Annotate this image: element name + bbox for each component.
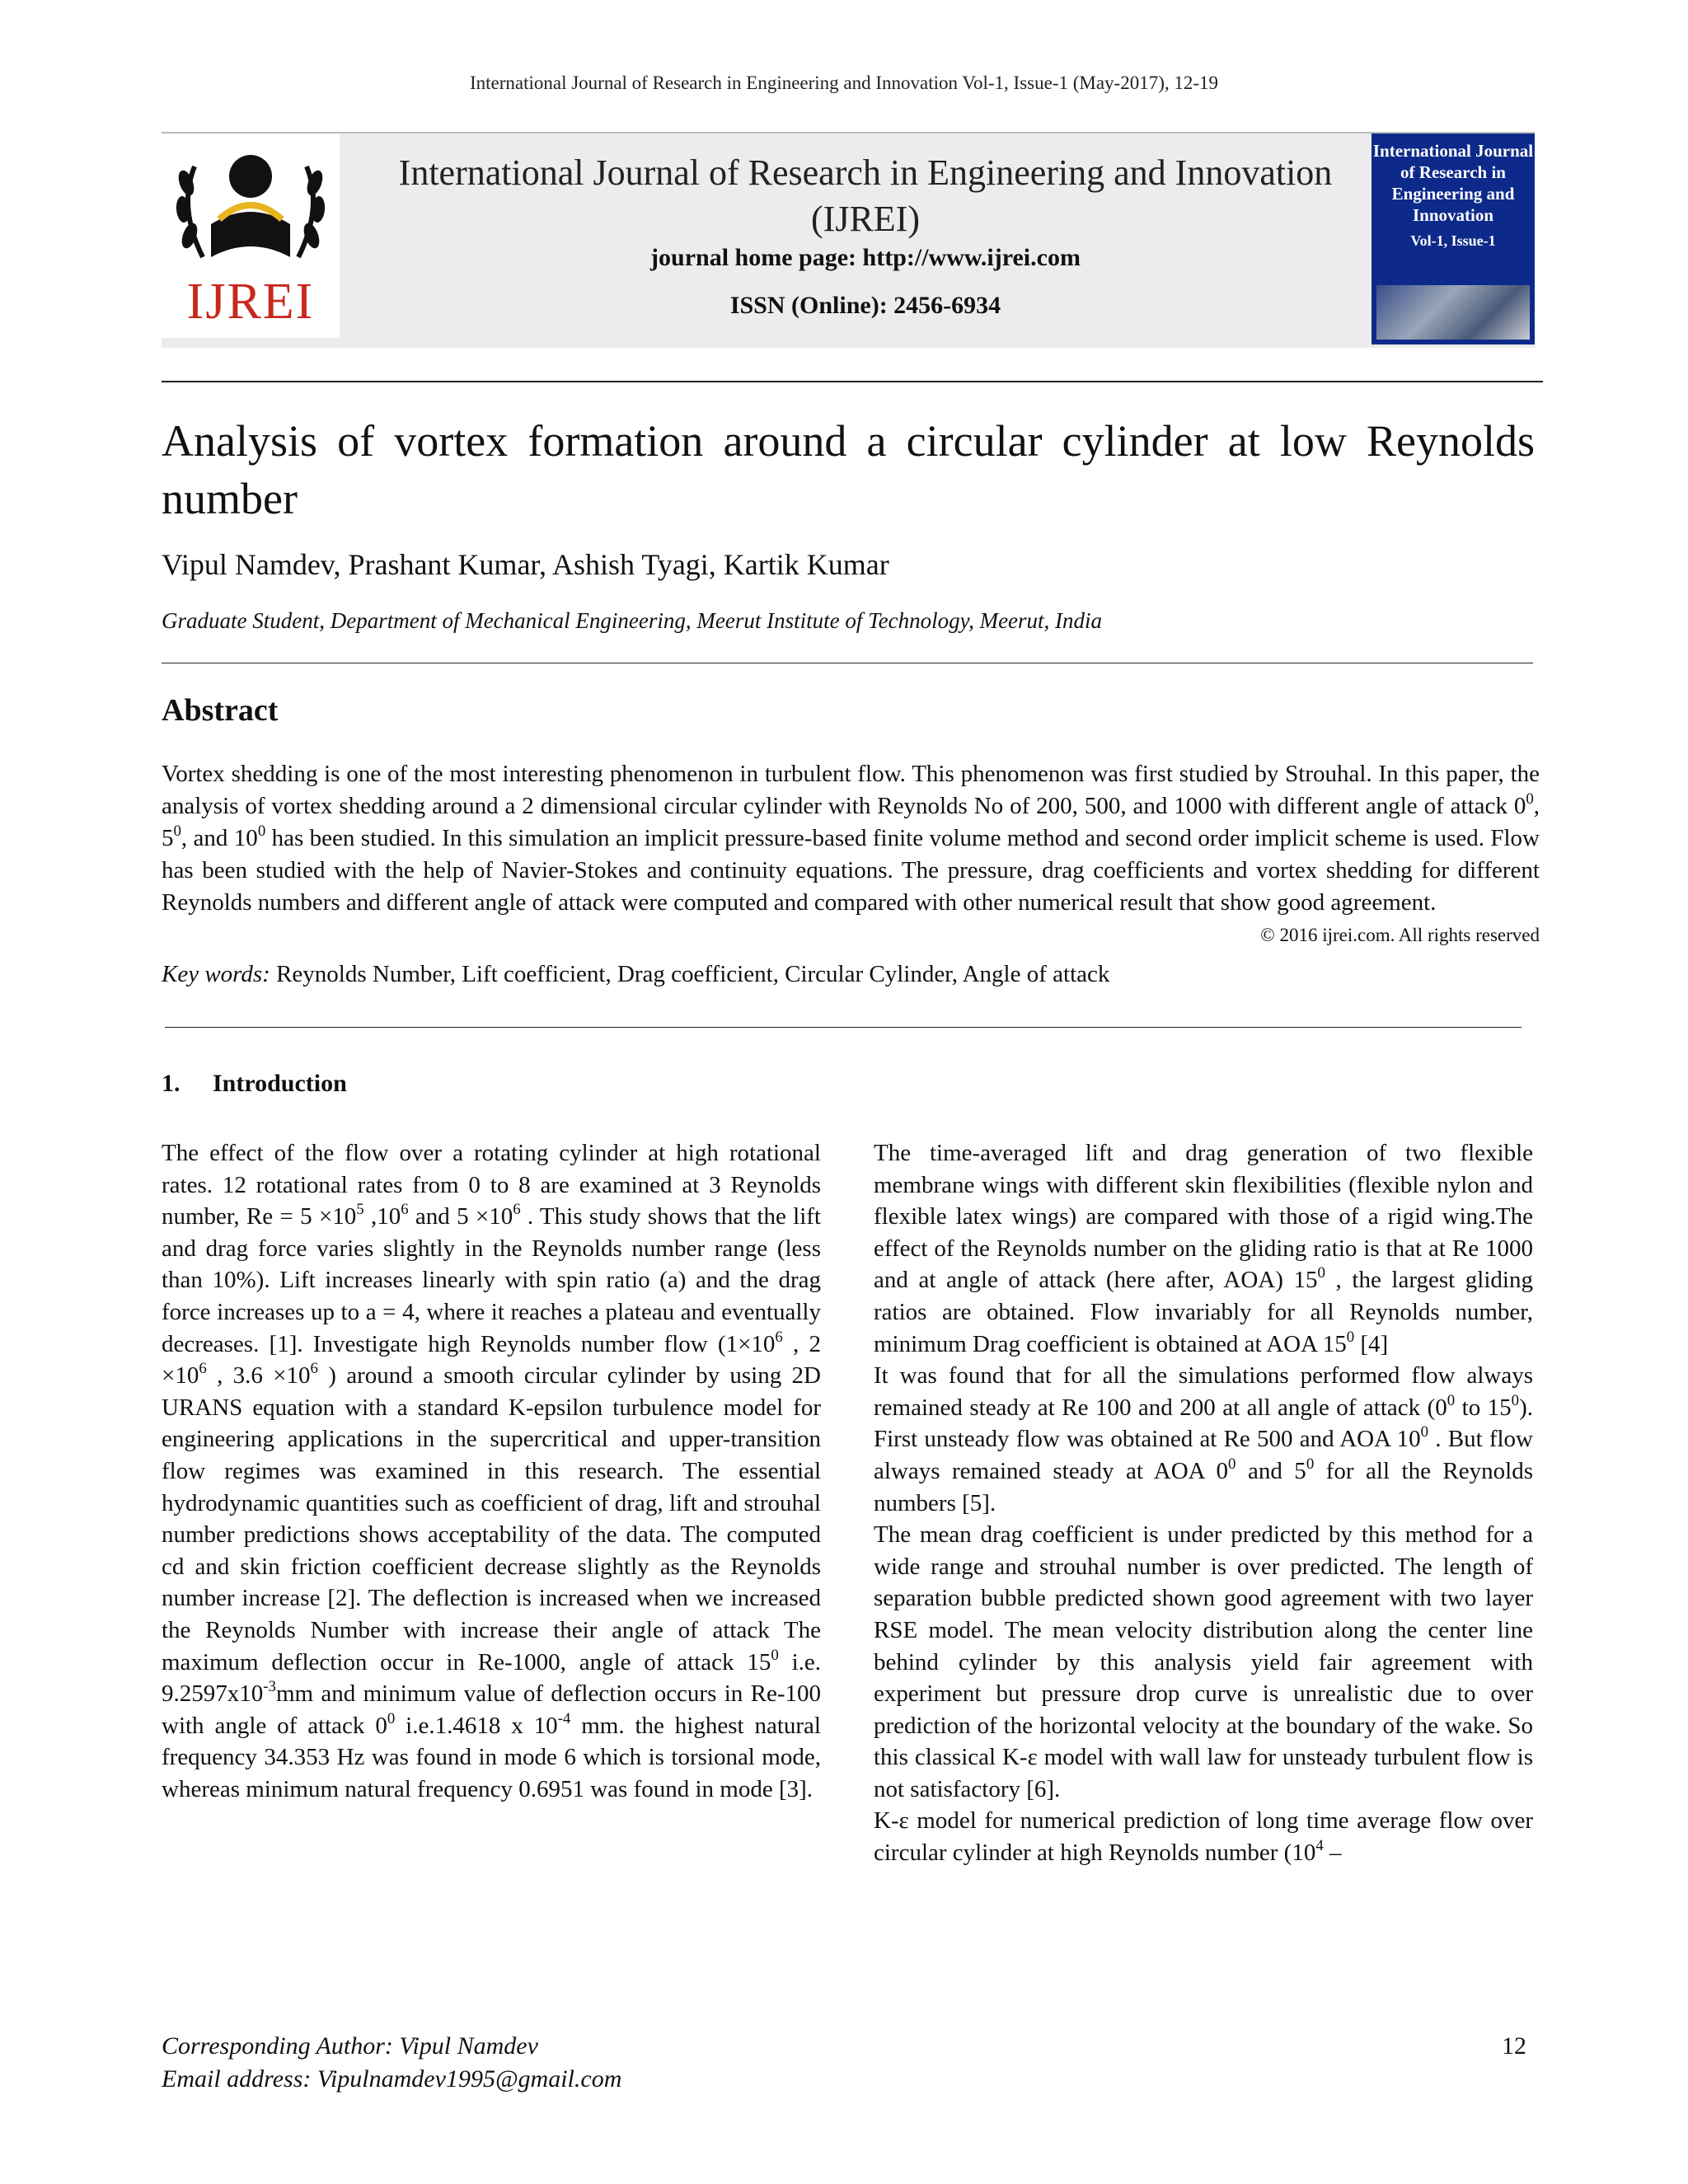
page-number: 12 <box>1502 2032 1526 2060</box>
cover-gears-image <box>1376 285 1530 340</box>
paper-title: Analysis of vortex formation around a circular cylinder at low Reynolds number <box>162 416 1535 523</box>
logo-text: IJREI <box>186 274 315 330</box>
running-header: International Journal of Research in Engineering and Innovation Vol-1, Issue-1 (May-2017), 12-19 <box>469 73 1219 93</box>
paragraph-4: K-ε model for numerical prediction of long time average flow over circular cylinder at high Reynolds number ($10^4$ – <box>874 1807 1533 1867</box>
paragraph-3: The mean drag coefficient is under predicted by this method for a wide range and strouhal number is over predicted. The length of separation bubble predicted shown good agreement with two layer RSE model. The mean velocity distribution along the center line behind cylinder by this analysis yield fair agreement with experiment but pressure drop curve is unrealistic due to over prediction of the horizontal velocity at the boundary of the wake. So this classical K-ε model with wall law for unsteady turbulent flow is not satisfactory [6]. <box>874 1521 1533 1802</box>
journal-issn: ISSN (Online): 2456-6934 <box>729 292 1001 319</box>
keywords-label: Key words: <box>162 961 270 987</box>
cover-title: International Journal of Research in Engineering and Innovation <box>1372 141 1534 225</box>
laurel-book-icon <box>162 134 340 282</box>
paragraph-1: The time-averaged lift and drag generation of two flexible membrane wings with different skin flexibilities (flexible nylon and flexible latex wings) are compared with those of a rigid wing.The effect of the Reynolds number on the gliding ratio is that at Re 1000 and at angle of attack (here after, AOA) $15^0$ , the largest gliding ratios are obtained. Flow invariably for all Reynolds number, minimum Drag coefficient is obtained at AOA $15^0$ [4] <box>874 1140 1533 1357</box>
abstract-text: Vortex shedding is one of the most interesting phenomenon in turbulent flow. This phenomenon was first studied by Strouhal. In this paper, the analysis of vortex shedding around a 2 dimensional circular cylinder with Reynolds No of 200, 500, and 1000 with different angle of attack $0^0$, $5^0$, and $10^0$ has been studied. In this simulation an implicit pressure-based finite volume method and second order implicit scheme is used. Flow has been studied with the help of Navier-Stokes and continuity equations. The pressure, drag coefficients and vortex shedding for different Reynolds numbers and different angle of attack were computed and compared with other numerical result that show good agreement. © 2016 ijrei.com. All rights reserved <box>162 758 1540 951</box>
journal-title: International Journal of Research in Engineering and Innovation (IJREI) <box>398 152 1333 239</box>
abstract-heading: Abstract <box>162 693 279 728</box>
cover-volume: Vol-1, Issue-1 <box>1410 232 1496 249</box>
corresponding-author: Corresponding Author: Vipul Namdev <box>162 2032 538 2060</box>
paper-authors: Vipul Namdev, Prashant Kumar, Ashish Tyagi, Kartik Kumar <box>162 548 889 581</box>
copyright-notice: © 2016 ijrei.com. All rights reserved <box>1260 925 1540 945</box>
right-column-text <box>874 1137 1533 1869</box>
left-column-text: The effect of the flow over a rotating cylinder at high rotational rates. 12 rotational rates from 0 to 8 are examined at 3 Reynolds number, $Re = 5 \times 10^5$ $,10^6$ and $5 \times 10^6$ . This study shows that the lift and drag force varies slightly in the Reynolds number range (less than 10%). Lift increases linearly with spin ratio (a) and the drag force increases up to a = 4, where it reaches a plateau and eventually decreases. [1]. Investigate high Reynolds number flow ($1\times 10^6$ , $2 \times 10^6$ , $3.6 \times 10^6$ ) around a smooth circular cylinder by using 2D URANS equation with a standard K-epsilon turbulence model for engineering applications in the supercritical and upper-transition flow regimes was examined in this research. The essential hydrodynamic quantities such as coefficient of drag, lift and strouhal number predictions shows acceptability of the data. The computed cd and skin friction coefficient decrease slightly as the Reynolds number increase [2]. The deflection is increased when we increased the Reynolds Number with increase their angle of attack The maximum deflection occur in Re-1000, angle of attack $15^0$ i.e. $9.2597x10^{-3}mm$ and minimum value of deflection occurs in Re-100 with angle of attack $0^0$ i.e.1.4618 x $10^{-4}$ mm. the highest natural frequency 34.353 Hz was found in mode 6 which is torsional mode, whereas minimum natural frequency 0.6951 was found in mode [3]. <box>162 1140 821 1802</box>
keywords <box>162 961 1109 988</box>
journal-logo <box>162 134 340 338</box>
author-email: Email address: Vipulnamdev1995@gmail.com <box>162 2065 622 2093</box>
paper-affiliation: Graduate Student, Department of Mechanical Engineering, Meerut Institute of Technology, Meerut, India <box>162 608 1103 633</box>
keywords-divider <box>165 1027 1522 1028</box>
paragraph-2: It was found that for all the simulations performed flow always remained steady at Re 100 and 200 at all angle of attack ($0^0$ to $15^0$). First unsteady flow was obtained at Re 500 and AOA $10^0$ . But flow always remained steady at AOA $0^0$ and $5^0$ for all the Reynolds numbers [5]. <box>874 1362 1534 1516</box>
section-heading-introduction: 1. Introduction <box>162 1070 347 1097</box>
journal-cover-thumbnail <box>1372 134 1535 344</box>
keywords-list: Reynolds Number, Lift coefficient, Drag coefficient, Circular Cylinder, Angle of attack <box>270 961 1110 987</box>
journal-home-page: journal home page: http://www.ijrei.com <box>650 244 1081 271</box>
header-divider <box>162 381 1543 382</box>
